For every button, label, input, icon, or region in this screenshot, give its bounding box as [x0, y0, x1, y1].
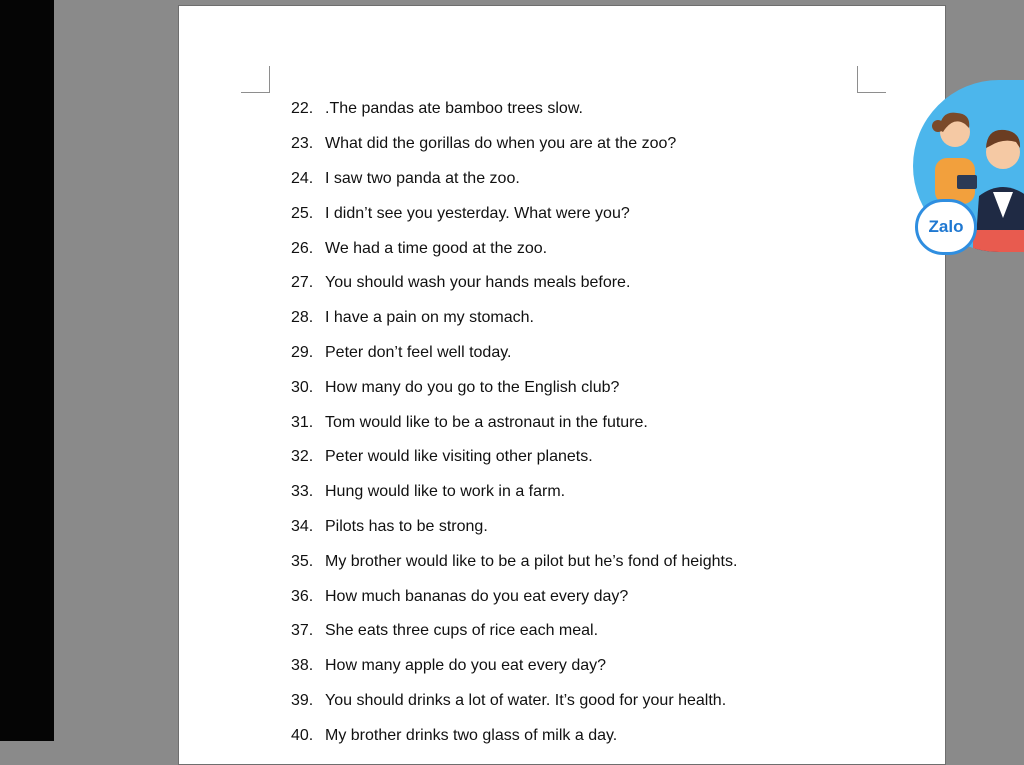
- item-number: 37.: [291, 622, 314, 640]
- item-number: 32.: [291, 448, 314, 466]
- list-item: [291, 649, 737, 684]
- item-number: 36.: [291, 587, 314, 605]
- item-number: 25.: [291, 204, 314, 222]
- item-text: How much bananas do you eat every day?: [325, 587, 629, 605]
- item-number: 39.: [291, 691, 314, 709]
- item-number: 34.: [291, 517, 314, 535]
- list-item: [291, 718, 737, 753]
- item-number: 35.: [291, 552, 314, 570]
- margin-corner-top-right: [857, 66, 886, 93]
- list-item: [291, 405, 737, 440]
- list-item: [291, 301, 737, 336]
- list-item: [291, 92, 737, 127]
- list-item: [291, 614, 737, 649]
- item-text: My brother drinks two glass of milk a day.: [325, 726, 618, 744]
- list-item: [291, 127, 737, 162]
- item-text: You should drinks a lot of water. It’s good for your health.: [325, 691, 727, 709]
- zalo-logo-badge[interactable]: [915, 199, 977, 255]
- list-item: [291, 510, 737, 545]
- item-text: What did the gorillas do when you are at the zoo?: [325, 135, 677, 153]
- item-text: Hung would like to work in a farm.: [325, 483, 566, 501]
- zalo-label: Zalo: [928, 217, 964, 236]
- list-item: [291, 684, 737, 719]
- item-number: 24.: [291, 169, 314, 187]
- list-item: [291, 475, 737, 510]
- item-text: My brother would like to be a pilot but he’s fond of heights.: [325, 552, 738, 570]
- item-number: 28.: [291, 309, 314, 327]
- item-text: You should wash your hands meals before.: [325, 274, 631, 292]
- item-text: .The pandas ate bamboo trees slow.: [325, 100, 583, 118]
- item-text: Peter don’t feel well today.: [325, 343, 512, 361]
- item-text: How many apple do you eat every day?: [325, 657, 607, 675]
- list-item: [291, 266, 737, 301]
- item-text: Tom would like to be a astronaut in the future.: [325, 413, 648, 431]
- item-number: 22.: [291, 100, 314, 118]
- item-number: 23.: [291, 135, 314, 153]
- document-page: [178, 5, 946, 765]
- list-item: [291, 370, 737, 405]
- left-dark-bar: [0, 0, 54, 741]
- list-item: [291, 579, 737, 614]
- item-text: I didn’t see you yesterday. What were you?: [325, 204, 630, 222]
- list-item: [291, 440, 737, 475]
- item-number: 29.: [291, 343, 314, 361]
- item-number: 26.: [291, 239, 314, 257]
- item-text: Peter would like visiting other planets.: [325, 448, 593, 466]
- list-item: [291, 231, 737, 266]
- item-number: 33.: [291, 483, 314, 501]
- list-item: [291, 196, 737, 231]
- item-text: Pilots has to be strong.: [325, 517, 488, 535]
- item-text: I have a pain on my stomach.: [325, 309, 534, 327]
- list-item: [291, 162, 737, 197]
- list-item: [291, 544, 737, 579]
- item-text: She eats three cups of rice each meal.: [325, 622, 599, 640]
- item-number: 38.: [291, 657, 314, 675]
- exercise-list: [291, 92, 737, 753]
- margin-corner-top-left: [241, 66, 270, 93]
- item-number: 31.: [291, 413, 314, 431]
- item-text: We had a time good at the zoo.: [325, 239, 548, 257]
- list-item: [291, 336, 737, 371]
- item-number: 27.: [291, 274, 314, 292]
- item-number: 30.: [291, 378, 314, 396]
- item-number: 40.: [291, 726, 314, 744]
- item-text: How many do you go to the English club?: [325, 378, 620, 396]
- item-text: I saw two panda at the zoo.: [325, 169, 520, 187]
